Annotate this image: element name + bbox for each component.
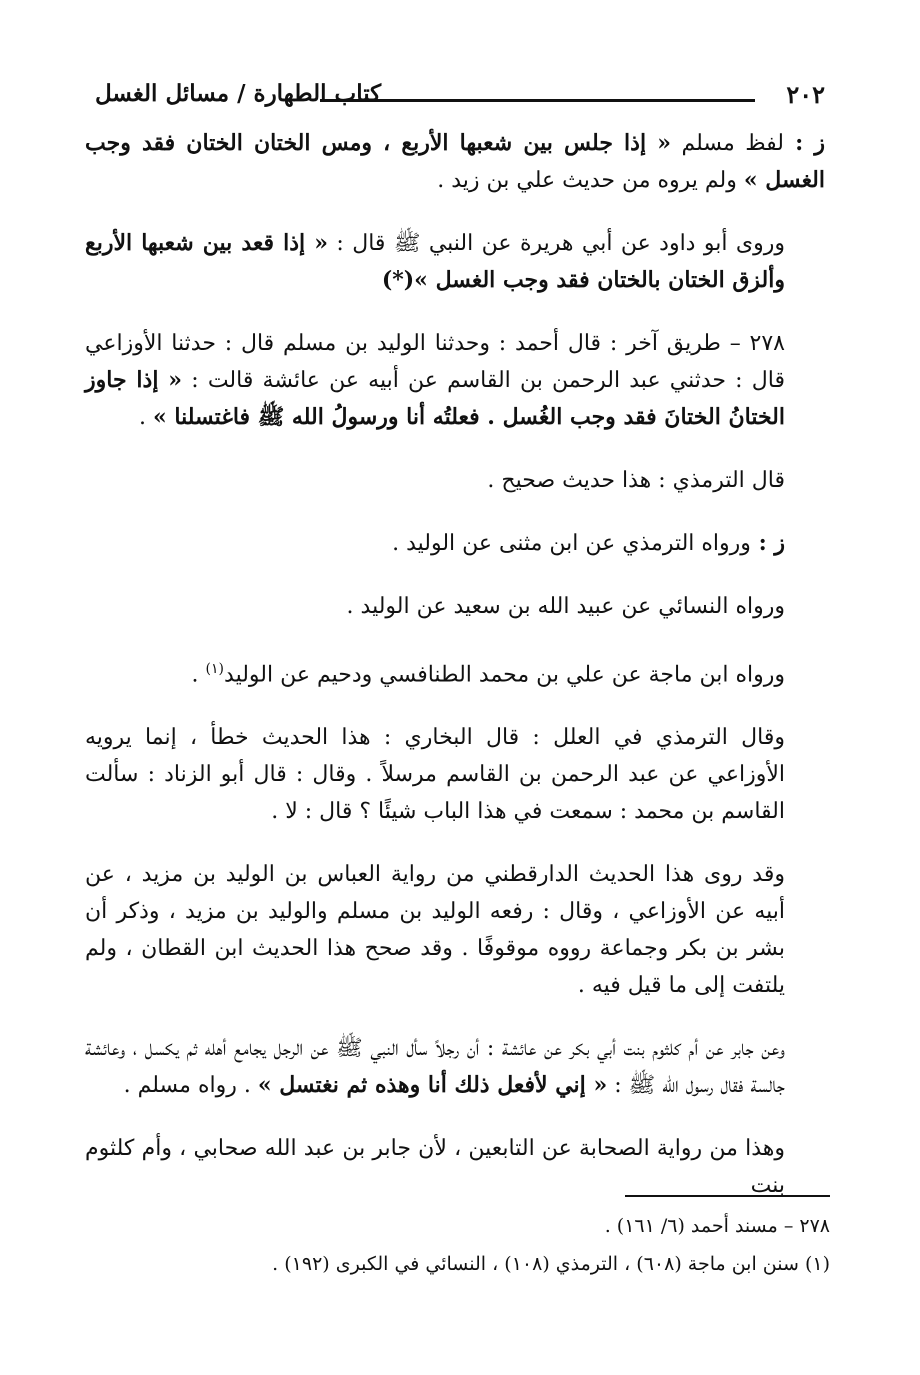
paragraph-1 xyxy=(85,125,825,199)
page-header xyxy=(95,80,825,114)
hadith-quote: « إذا جلس بين شعبها الأربع ، ومس الختان الختان فقد وجب الغسل » xyxy=(85,130,825,193)
text: لفظ مسلم xyxy=(670,131,784,156)
text: . رواه مسلم . xyxy=(123,1073,258,1099)
text: وعن جابر عن أم كلثوم بنت أبي بكر عن عائشة : أن رجلاً سأل النبي ﷺ عن الرجل يجامع أهله ثم يكسل ، وعائشة جالسة فقال رسول الله ﷺ : xyxy=(85,1036,785,1099)
footnote-separator xyxy=(625,1195,830,1197)
text: ولم يروه من حديث علي بن زيد . xyxy=(437,168,744,193)
paragraph-5 xyxy=(85,525,825,562)
page-number: ٢٠٢ xyxy=(786,80,825,109)
paragraph-3 xyxy=(85,325,825,436)
footnote-ref: (١) xyxy=(205,661,225,677)
footnote-2: (١) سنن ابن ماجة (٦٠٨) ، الترمذي (١٠٨) ، النسائي في الكبرى (١٩٢) . xyxy=(272,1253,830,1275)
paragraph-11: وهذا من رواية الصحابة عن التابعين ، لأن جابر بن عبد الله صحابي ، وأم كلثوم بنت xyxy=(85,1136,785,1199)
hadith-quote: « إني لأفعل ذلك أنا وهذه ثم نغتسل » xyxy=(257,1072,608,1099)
text: . xyxy=(139,405,154,430)
footnote-1: ٢٧٨ – مسند أحمد (٦/ ١٦١) . xyxy=(604,1215,830,1237)
paragraph-2 xyxy=(85,225,825,299)
zay-marker: ز : xyxy=(783,130,825,156)
paragraph-8: وقال الترمذي في العلل : قال البخاري : هذا الحديث خطأ ، إنما يرويه الأوزاعي عن عبد الرحمن بن القاسم مرسلاً . وقال : قال أبو الزناد : سألت القاسم بن محمد : سمعت في هذا الباب شيئًا ؟ قال : لا . xyxy=(85,725,785,825)
text: وروى أبو داود عن أبي هريرة عن النبي ﷺ قال : xyxy=(327,231,785,256)
text: ورواه ابن ماجة عن علي بن محمد الطنافسي ودحيم عن الوليد xyxy=(224,662,785,688)
main-text xyxy=(85,125,825,1204)
paragraph-10 xyxy=(85,1030,825,1104)
text: . xyxy=(191,662,206,688)
paragraph-9: وقد روى هذا الحديث الدارقطني من رواية العباس بن الوليد بن مزيد ، عن أبيه عن الأوزاعي ، وقال : رفعه الوليد بن مسلم والوليد بن مزيد ، وذكر أن بشر بن بكر وجماعة رووه موقوفًا . وقد صحح هذا الحديث ابن القطان ، ولم يلتفت إلى ما قيل فيه . xyxy=(85,862,785,999)
header-rule xyxy=(320,99,755,102)
text: ورواه الترمذي عن ابن مثنى عن الوليد . xyxy=(392,531,751,556)
hadith-quote: « إذا قعد بين شعبها الأربع وألزق الختان بالختان فقد وجب الغسل » xyxy=(85,230,785,293)
running-title: كتاب الطهارة / مسائل الغسل xyxy=(95,80,382,107)
paragraph-7 xyxy=(85,651,825,693)
paragraph-6: ورواه النسائي عن عبيد الله بن سعيد عن الوليد . xyxy=(346,594,785,619)
zay-marker: ز : xyxy=(750,530,785,556)
text: ٢٧٨ – طريق آخر : قال أحمد : وحدثنا الوليد بن مسلم قال : حدثنا الأوزاعي قال : حدثني عبد الرحمن بن القاسم عن أبيه عن عائشة قالت : xyxy=(85,331,785,393)
hadith-quote: « إذا جاوز الختانُ الختانَ فقد وجب الغُسل . فعلتُه أنا ورسولُ الله ﷺ فاغتسلنا » xyxy=(85,367,785,430)
paragraph-4: قال الترمذي : هذا حديث صحيح . xyxy=(487,468,785,493)
footnote-mark: (*) xyxy=(381,267,415,293)
